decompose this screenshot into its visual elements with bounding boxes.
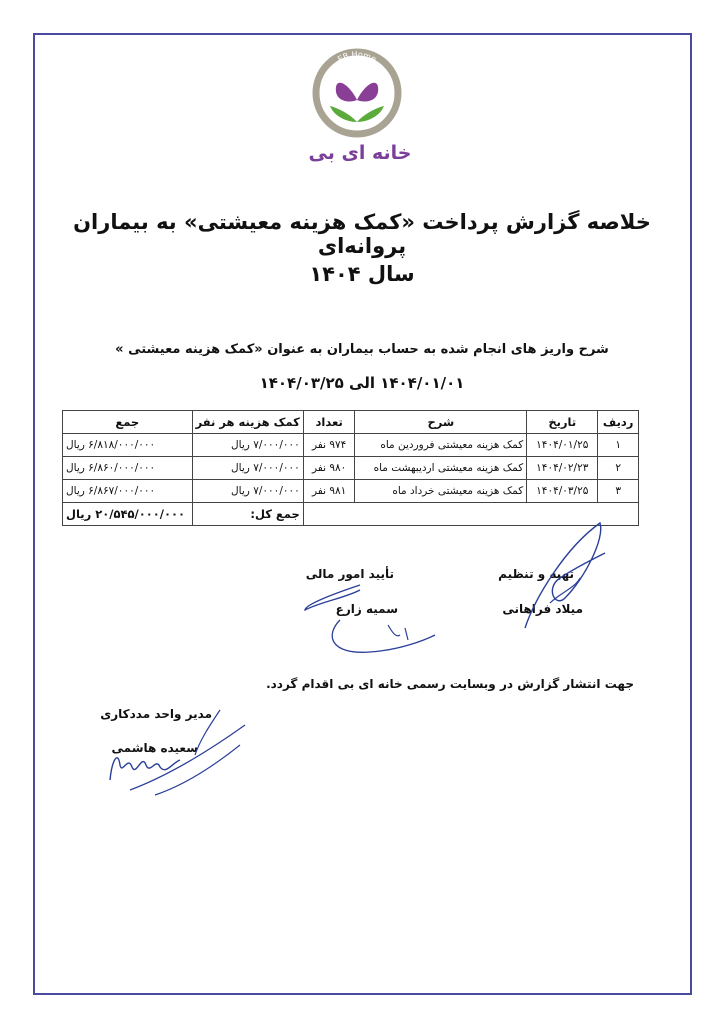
col-header-index: ردیف: [598, 411, 639, 434]
cell-per-person: ۷/۰۰۰/۰۰۰ ریال: [192, 434, 303, 457]
logo-ring: [316, 49, 398, 134]
cell-date: ۱۴۰۴/۰۱/۲۵: [527, 434, 598, 457]
prepared-by-title: تهیه و تنظیم: [498, 567, 574, 581]
cell-count: ۹۸۱ نفر: [303, 480, 355, 503]
cell-per-person: ۷/۰۰۰/۰۰۰ ریال: [192, 457, 303, 480]
cell-sum: ۶/۸۶۷/۰۰۰/۰۰۰ ریال: [63, 480, 193, 503]
cell-description: کمک هزینه معیشتی اردیبهشت ماه: [355, 457, 527, 480]
col-header-count: تعداد: [303, 411, 355, 434]
cell-index: ۲: [598, 457, 639, 480]
table-header-row: [63, 411, 639, 434]
cell-date: ۱۴۰۴/۰۲/۲۳: [527, 457, 598, 480]
cell-sum: ۶/۸۱۸/۰۰۰/۰۰۰ ریال: [63, 434, 193, 457]
cell-description: کمک هزینه معیشتی فروردین ماه: [355, 434, 527, 457]
report-title: خلاصه گزارش پرداخت «کمک هزینه معیشتی» به بیماران پروانه‌ای: [73, 210, 651, 258]
manager-title: مدیر واحد مددکاری: [100, 707, 212, 721]
total-value: ۲۰/۵۴۵/۰۰۰/۰۰۰ ریال: [63, 503, 193, 526]
cell-per-person: ۷/۰۰۰/۰۰۰ ریال: [192, 480, 303, 503]
total-label: جمع کل:: [192, 503, 303, 526]
eb-home-logo: [312, 48, 402, 138]
col-header-sum: جمع: [63, 411, 193, 434]
cell-description: کمک هزینه معیشتی خرداد ماه: [355, 480, 527, 503]
table-row: [63, 480, 639, 503]
col-header-per-person: کمک هزینه هر نفر: [192, 411, 303, 434]
finance-approval-name: سمیه زارع: [335, 602, 398, 616]
report-description: شرح واریز های انجام شده به حساب بیماران به عنوان «کمک هزینه معیشتی »: [115, 342, 609, 357]
table-row: [63, 434, 639, 457]
col-header-date: تاریخ: [527, 411, 598, 434]
date-range: ۱۴۰۴/۰۱/۰۱ الی ۱۴۰۴/۰۳/۲۵: [259, 374, 465, 392]
cell-index: ۱: [598, 434, 639, 457]
finance-approval-title: تأیید امور مالی: [305, 567, 394, 581]
manager-name: سعیده هاشمی: [111, 741, 198, 755]
cell-count: ۹۷۴ نفر: [303, 434, 355, 457]
logo-ring-text: EB Home: [336, 49, 378, 64]
cell-sum: ۶/۸۶۰/۰۰۰/۰۰۰ ریال: [63, 457, 193, 480]
manager-signature: [100, 705, 250, 800]
right-leaf-hand: [357, 106, 384, 122]
cell-index: ۳: [598, 480, 639, 503]
cell-date: ۱۴۰۴/۰۳/۲۵: [527, 480, 598, 503]
report-year: سال ۱۴۰۴: [309, 262, 415, 286]
publication-note: جهت انتشار گزارش در وبسایت رسمی خانه ای بی اقدام گردد.: [266, 677, 634, 691]
left-leaf-hand: [330, 106, 357, 122]
butterfly-right-wing: [357, 83, 378, 102]
table-row: [63, 457, 639, 480]
payments-table: [62, 410, 639, 526]
cell-count: ۹۸۰ نفر: [303, 457, 355, 480]
col-header-description: شرح: [355, 411, 527, 434]
finance-approval-signature: [300, 580, 440, 660]
butterfly-left-wing: [336, 83, 357, 102]
brand-name: خانه ای بی: [308, 142, 412, 164]
prepared-by-signature: [505, 518, 615, 638]
prepared-by-name: میلاد فراهانی: [502, 602, 583, 616]
